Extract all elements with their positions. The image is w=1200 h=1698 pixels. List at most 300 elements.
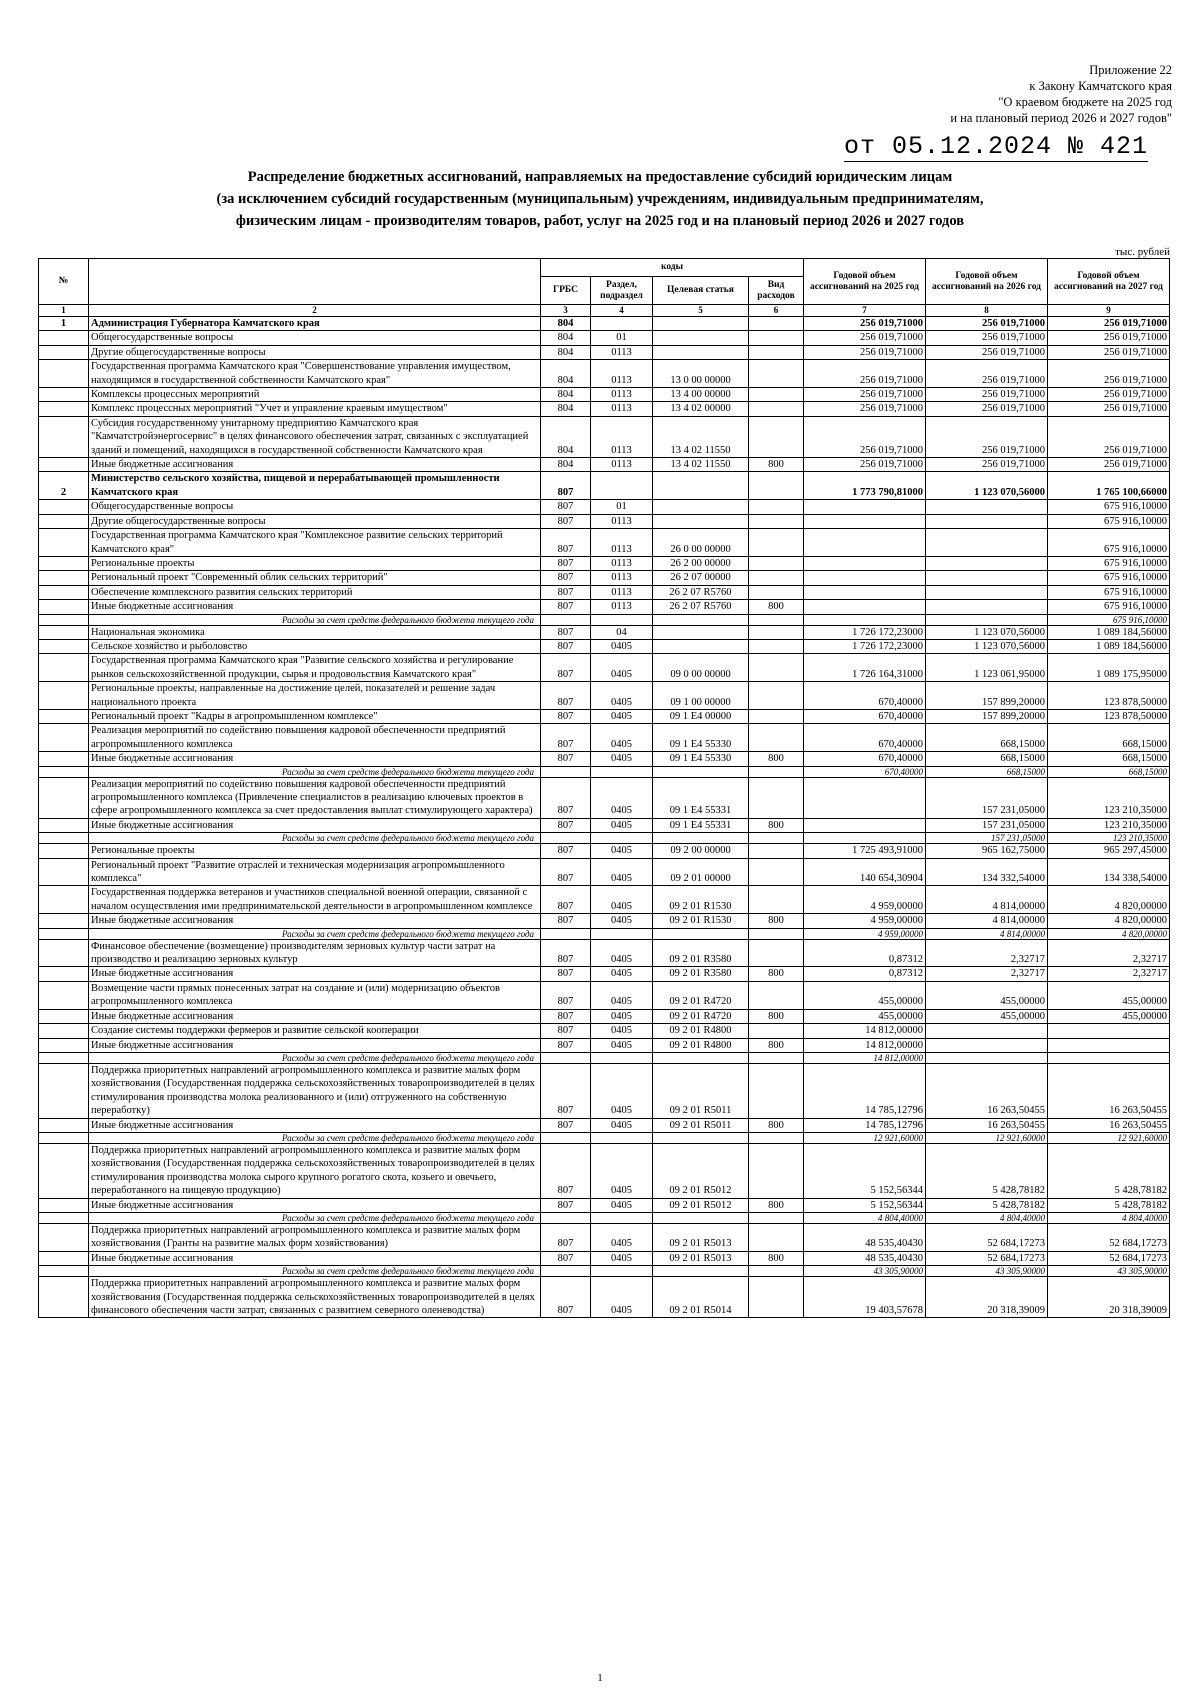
row-value-2027: 965 297,45000 — [1048, 844, 1170, 858]
header-2026: Годовой объем ассигнований на 2026 год — [926, 259, 1048, 305]
row-razdel: 0113 — [591, 458, 653, 472]
row-value-2025: 256 019,71000 — [804, 331, 926, 345]
row-razdel — [591, 1266, 653, 1277]
row-expense-type — [749, 709, 804, 723]
row-number — [39, 654, 89, 682]
row-razdel: 0405 — [591, 1063, 653, 1118]
row-value-2027: 134 338,54000 — [1048, 858, 1170, 886]
row-value-2026: 256 019,71000 — [926, 458, 1048, 472]
row-number — [39, 1251, 89, 1265]
column-number: 4 — [591, 305, 653, 317]
row-value-2027: 20 318,39009 — [1048, 1277, 1170, 1318]
document-title — [100, 166, 1100, 232]
row-value-2025: 1 725 493,91000 — [804, 844, 926, 858]
appendix-header — [712, 62, 1172, 126]
row-grbs: 807 — [541, 1198, 591, 1212]
row-target-article — [653, 1212, 749, 1223]
row-name: Государственная программа Камчатского края "Развитие сельского хозяйства и регулирование рынков сельскохозяйственной продукции, сырья и продовольствия Камчатского края" — [89, 654, 541, 682]
row-grbs: 807 — [541, 472, 591, 500]
table-row — [39, 472, 1170, 500]
row-value-2027: 1 765 100,66000 — [1048, 472, 1170, 500]
row-value-2027: 123 210,35000 — [1048, 777, 1170, 818]
table-row — [39, 939, 1170, 967]
row-number — [39, 1009, 89, 1023]
row-value-2026: 4 804,40000 — [926, 1212, 1048, 1223]
row-value-2026: 1 123 070,56000 — [926, 625, 1048, 639]
row-target-article: 09 2 01 R4720 — [653, 1009, 749, 1023]
federal-funds-row — [39, 766, 1170, 777]
row-grbs: 807 — [541, 1277, 591, 1318]
row-value-2027: 675 916,10000 — [1048, 600, 1170, 614]
table-body — [39, 317, 1170, 1318]
row-value-2025: 12 921,60000 — [804, 1132, 926, 1143]
row-razdel: 0113 — [591, 514, 653, 528]
row-value-2025: 1 726 164,31000 — [804, 654, 926, 682]
row-razdel: 0405 — [591, 886, 653, 914]
row-grbs: 807 — [541, 500, 591, 514]
row-value-2027: 675 916,10000 — [1048, 556, 1170, 570]
table-row — [39, 514, 1170, 528]
row-value-2027: 1 089 184,56000 — [1048, 639, 1170, 653]
row-number — [39, 556, 89, 570]
row-razdel: 0405 — [591, 1198, 653, 1212]
row-razdel: 0405 — [591, 1009, 653, 1023]
row-razdel: 0405 — [591, 777, 653, 818]
row-number — [39, 833, 89, 844]
row-value-2027: 2,32717 — [1048, 939, 1170, 967]
row-target-article: 09 0 00 00000 — [653, 654, 749, 682]
row-value-2027: 4 820,00000 — [1048, 886, 1170, 914]
row-value-2027: 675 916,10000 — [1048, 514, 1170, 528]
row-value-2027: 256 019,71000 — [1048, 345, 1170, 359]
row-grbs — [541, 766, 591, 777]
row-number — [39, 1132, 89, 1143]
table-row — [39, 500, 1170, 514]
row-razdel: 0113 — [591, 345, 653, 359]
row-value-2026: 668,15000 — [926, 724, 1048, 752]
row-value-2025: 256 019,71000 — [804, 388, 926, 402]
row-expense-type: 800 — [749, 1009, 804, 1023]
row-number — [39, 939, 89, 967]
row-razdel: 0405 — [591, 914, 653, 928]
row-value-2025 — [804, 514, 926, 528]
row-value-2026 — [926, 1038, 1048, 1052]
row-expense-type — [749, 585, 804, 599]
row-name: Сельское хозяйство и рыболовство — [89, 639, 541, 653]
row-value-2025: 670,40000 — [804, 752, 926, 766]
row-value-2026: 455,00000 — [926, 981, 1048, 1009]
row-value-2027: 2,32717 — [1048, 967, 1170, 981]
row-grbs: 807 — [541, 682, 591, 710]
row-target-article: 09 1 E4 55331 — [653, 777, 749, 818]
row-value-2026 — [926, 529, 1048, 557]
row-target-article: 09 2 01 R1530 — [653, 914, 749, 928]
row-value-2027: 5 428,78182 — [1048, 1198, 1170, 1212]
row-razdel — [591, 1212, 653, 1223]
header-codes: коды — [541, 259, 804, 277]
row-number — [39, 818, 89, 832]
table-row — [39, 458, 1170, 472]
row-expense-type — [749, 402, 804, 416]
row-value-2027: 4 804,40000 — [1048, 1212, 1170, 1223]
row-name: Финансовое обеспечение (возмещение) производителям зерновых культур части затрат на производство и реализацию зерновых культур — [89, 939, 541, 967]
row-expense-type — [749, 981, 804, 1009]
row-name: Реализация мероприятий по содействию повышения кадровой обеспеченности предприятий агропромышленного комплекса — [89, 724, 541, 752]
row-value-2025: 1 773 790,81000 — [804, 472, 926, 500]
row-expense-type — [749, 331, 804, 345]
column-number: 2 — [89, 305, 541, 317]
row-target-article — [653, 345, 749, 359]
row-target-article — [653, 514, 749, 528]
row-number — [39, 345, 89, 359]
row-target-article: 13 4 00 00000 — [653, 388, 749, 402]
row-razdel: 0405 — [591, 1223, 653, 1251]
row-razdel: 0113 — [591, 388, 653, 402]
row-razdel — [591, 317, 653, 331]
row-value-2025: 670,40000 — [804, 766, 926, 777]
row-target-article: 09 1 E4 55331 — [653, 818, 749, 832]
row-name: Иные бюджетные ассигнования — [89, 1198, 541, 1212]
row-razdel — [591, 1132, 653, 1143]
table-row — [39, 1277, 1170, 1318]
row-expense-type — [749, 317, 804, 331]
row-value-2027: 123 210,35000 — [1048, 818, 1170, 832]
federal-funds-row — [39, 1132, 1170, 1143]
row-expense-type — [749, 1223, 804, 1251]
row-name: Расходы за счет средств федерального бюджета текущего года — [89, 1052, 541, 1063]
row-value-2027: 256 019,71000 — [1048, 388, 1170, 402]
row-target-article: 09 2 01 R3580 — [653, 939, 749, 967]
row-target-article: 09 1 00 00000 — [653, 682, 749, 710]
row-grbs: 807 — [541, 1024, 591, 1038]
row-razdel: 0405 — [591, 981, 653, 1009]
row-razdel: 0405 — [591, 939, 653, 967]
row-target-article: 13 4 02 00000 — [653, 402, 749, 416]
row-number — [39, 529, 89, 557]
row-value-2026: 157 231,05000 — [926, 833, 1048, 844]
federal-funds-row — [39, 833, 1170, 844]
row-name: Комплексы процессных мероприятий — [89, 388, 541, 402]
row-grbs: 807 — [541, 1118, 591, 1132]
row-number — [39, 1212, 89, 1223]
row-number — [39, 402, 89, 416]
row-value-2025: 256 019,71000 — [804, 402, 926, 416]
row-value-2026: 157 899,20000 — [926, 709, 1048, 723]
row-razdel: 0405 — [591, 1143, 653, 1198]
row-value-2027 — [1048, 1038, 1170, 1052]
row-razdel: 04 — [591, 625, 653, 639]
title-line: Распределение бюджетных ассигнований, направляемых на предоставление субсидий юридическим лицам — [247, 169, 953, 185]
row-expense-type — [749, 1063, 804, 1118]
column-number: 5 — [653, 305, 749, 317]
column-number: 1 — [39, 305, 89, 317]
title-line: физическим лицам - производителям товаров, работ, услуг на 2025 год и на плановый период 2026 и 2027 годов — [235, 213, 965, 229]
row-grbs — [541, 1266, 591, 1277]
row-number — [39, 752, 89, 766]
row-target-article: 09 2 01 R3580 — [653, 967, 749, 981]
row-expense-type — [749, 654, 804, 682]
row-grbs: 804 — [541, 317, 591, 331]
row-value-2027: 123 210,35000 — [1048, 833, 1170, 844]
row-value-2026: 4 814,00000 — [926, 928, 1048, 939]
row-value-2026: 256 019,71000 — [926, 345, 1048, 359]
row-razdel: 0405 — [591, 1024, 653, 1038]
row-grbs: 807 — [541, 724, 591, 752]
row-value-2026: 1 123 070,56000 — [926, 472, 1048, 500]
row-value-2027: 1 089 184,56000 — [1048, 625, 1170, 639]
table-row — [39, 818, 1170, 832]
row-value-2025: 14 812,00000 — [804, 1024, 926, 1038]
row-target-article: 13 4 02 11550 — [653, 416, 749, 457]
column-number: 9 — [1048, 305, 1170, 317]
row-razdel: 0113 — [591, 571, 653, 585]
table-row — [39, 625, 1170, 639]
row-number — [39, 514, 89, 528]
row-target-article: 09 1 E4 55330 — [653, 724, 749, 752]
row-value-2027: 4 820,00000 — [1048, 914, 1170, 928]
row-target-article — [653, 1052, 749, 1063]
row-grbs: 807 — [541, 1251, 591, 1265]
row-expense-type: 800 — [749, 914, 804, 928]
header-name — [89, 259, 541, 305]
row-value-2027: 668,15000 — [1048, 766, 1170, 777]
row-expense-type — [749, 500, 804, 514]
header-razdel: Раздел, подраздел — [591, 277, 653, 305]
row-value-2027: 16 263,50455 — [1048, 1063, 1170, 1118]
row-value-2025: 670,40000 — [804, 724, 926, 752]
row-value-2026: 2,32717 — [926, 967, 1048, 981]
row-target-article — [653, 625, 749, 639]
row-razdel: 01 — [591, 331, 653, 345]
row-grbs: 807 — [541, 939, 591, 967]
table-row — [39, 402, 1170, 416]
row-value-2026: 16 263,50455 — [926, 1063, 1048, 1118]
row-expense-type — [749, 766, 804, 777]
row-value-2025: 670,40000 — [804, 682, 926, 710]
row-grbs: 807 — [541, 752, 591, 766]
table-row — [39, 345, 1170, 359]
row-expense-type — [749, 571, 804, 585]
row-value-2027: 52 684,17273 — [1048, 1223, 1170, 1251]
row-grbs: 807 — [541, 818, 591, 832]
row-value-2025: 1 726 172,23000 — [804, 625, 926, 639]
row-target-article — [653, 472, 749, 500]
units-label: тыс. рублей — [1115, 246, 1170, 258]
table-row — [39, 1118, 1170, 1132]
header-no: № — [39, 259, 89, 305]
row-value-2027: 256 019,71000 — [1048, 360, 1170, 388]
table-row — [39, 1063, 1170, 1118]
row-value-2027: 4 820,00000 — [1048, 928, 1170, 939]
row-razdel — [591, 1052, 653, 1063]
row-name: Создание системы поддержки фермеров и развитие сельской кооперации — [89, 1024, 541, 1038]
row-number — [39, 777, 89, 818]
row-value-2027: 256 019,71000 — [1048, 416, 1170, 457]
table-row — [39, 1251, 1170, 1265]
row-razdel: 0405 — [591, 858, 653, 886]
row-name: Поддержка приоритетных направлений агропромышленного комплекса и развитие малых форм хозяйствования (Государственная поддержка сельскохозяйственных товаропроизводителей в целях финансового обеспечения части затрат, связанных с развитием северного оленеводства) — [89, 1277, 541, 1318]
row-expense-type — [749, 886, 804, 914]
row-target-article — [653, 928, 749, 939]
row-value-2025: 455,00000 — [804, 981, 926, 1009]
row-target-article — [653, 833, 749, 844]
table-row — [39, 585, 1170, 599]
row-name: Министерство сельского хозяйства, пищевой и перерабатывающей промышленности Камчатского края — [89, 472, 541, 500]
row-razdel: 0113 — [591, 600, 653, 614]
row-grbs — [541, 1132, 591, 1143]
row-value-2026: 1 123 070,56000 — [926, 639, 1048, 653]
row-razdel: 0405 — [591, 1038, 653, 1052]
row-grbs: 807 — [541, 981, 591, 1009]
row-value-2025: 19 403,57678 — [804, 1277, 926, 1318]
row-target-article: 09 2 01 R5013 — [653, 1251, 749, 1265]
row-razdel: 0405 — [591, 654, 653, 682]
row-grbs: 807 — [541, 1223, 591, 1251]
row-expense-type — [749, 345, 804, 359]
row-number — [39, 766, 89, 777]
row-value-2026: 1 123 061,95000 — [926, 654, 1048, 682]
table-row — [39, 331, 1170, 345]
row-name: Расходы за счет средств федерального бюджета текущего года — [89, 1266, 541, 1277]
row-number — [39, 709, 89, 723]
table-row — [39, 1009, 1170, 1023]
row-razdel: 0113 — [591, 529, 653, 557]
row-target-article: 09 2 01 00000 — [653, 858, 749, 886]
row-grbs: 807 — [541, 914, 591, 928]
row-name: Иные бюджетные ассигнования — [89, 818, 541, 832]
row-grbs: 804 — [541, 402, 591, 416]
row-expense-type — [749, 833, 804, 844]
row-grbs — [541, 928, 591, 939]
table-row — [39, 914, 1170, 928]
row-name: Возмещение части прямых понесенных затрат на создание и (или) модернизацию объектов агропромышленного комплекса — [89, 981, 541, 1009]
header-2025: Годовой объем ассигнований на 2025 год — [804, 259, 926, 305]
row-value-2026: 5 428,78182 — [926, 1143, 1048, 1198]
row-value-2025: 14 812,00000 — [804, 1038, 926, 1052]
row-target-article: 13 4 02 11550 — [653, 458, 749, 472]
row-name: Комплекс процессных мероприятий "Учет и управление краевым имуществом" — [89, 402, 541, 416]
row-target-article: 09 2 00 00000 — [653, 844, 749, 858]
row-number — [39, 331, 89, 345]
row-target-article: 09 2 01 R5013 — [653, 1223, 749, 1251]
row-number — [39, 360, 89, 388]
row-value-2025: 43 305,90000 — [804, 1266, 926, 1277]
row-number — [39, 914, 89, 928]
row-value-2026: 12 921,60000 — [926, 1132, 1048, 1143]
row-value-2027: 668,15000 — [1048, 752, 1170, 766]
row-number — [39, 858, 89, 886]
row-name: Другие общегосударственные вопросы — [89, 514, 541, 528]
row-grbs: 804 — [541, 360, 591, 388]
row-expense-type — [749, 625, 804, 639]
row-grbs: 804 — [541, 331, 591, 345]
row-name: Поддержка приоритетных направлений агропромышленного комплекса и развитие малых форм хозяйствования (Государственная поддержка сельскохозяйственных товаропроизводителей в целях стимулирования производства молока реализованного и (или) отгруженного на собственную переработку) — [89, 1063, 541, 1118]
row-razdel: 0405 — [591, 724, 653, 752]
column-number: 6 — [749, 305, 804, 317]
row-value-2026: 668,15000 — [926, 752, 1048, 766]
row-grbs: 807 — [541, 844, 591, 858]
row-number — [39, 1143, 89, 1198]
table-row — [39, 639, 1170, 653]
row-expense-type — [749, 858, 804, 886]
row-value-2025: 48 535,40430 — [804, 1223, 926, 1251]
row-grbs: 807 — [541, 709, 591, 723]
row-value-2027: 455,00000 — [1048, 1009, 1170, 1023]
row-razdel: 0113 — [591, 416, 653, 457]
row-grbs: 807 — [541, 654, 591, 682]
row-value-2027: 256 019,71000 — [1048, 402, 1170, 416]
row-target-article: 09 1 E4 00000 — [653, 709, 749, 723]
row-number — [39, 1118, 89, 1132]
row-razdel: 0113 — [591, 556, 653, 570]
row-value-2025: 5 152,56344 — [804, 1143, 926, 1198]
row-expense-type: 800 — [749, 818, 804, 832]
appropriations-table — [38, 258, 1170, 1318]
row-razdel: 0405 — [591, 639, 653, 653]
row-name: Расходы за счет средств федерального бюджета текущего года — [89, 1132, 541, 1143]
row-number — [39, 571, 89, 585]
row-value-2025: 5 152,56344 — [804, 1198, 926, 1212]
appendix-line: и на плановый период 2026 и 2027 годов" — [950, 111, 1172, 125]
row-expense-type — [749, 939, 804, 967]
row-grbs: 807 — [541, 967, 591, 981]
table-row — [39, 654, 1170, 682]
column-number: 7 — [804, 305, 926, 317]
row-grbs: 804 — [541, 458, 591, 472]
column-number: 8 — [926, 305, 1048, 317]
row-value-2027: 675 916,10000 — [1048, 614, 1170, 625]
row-number — [39, 416, 89, 457]
row-name: Иные бюджетные ассигнования — [89, 1118, 541, 1132]
row-number — [39, 1063, 89, 1118]
row-razdel: 0113 — [591, 402, 653, 416]
row-target-article — [653, 500, 749, 514]
row-name: Расходы за счет средств федерального бюджета текущего года — [89, 833, 541, 844]
row-value-2026 — [926, 514, 1048, 528]
row-expense-type — [749, 1052, 804, 1063]
row-value-2027: 675 916,10000 — [1048, 529, 1170, 557]
row-number — [39, 724, 89, 752]
column-number: 3 — [541, 305, 591, 317]
row-value-2026: 256 019,71000 — [926, 331, 1048, 345]
row-value-2026: 668,15000 — [926, 766, 1048, 777]
row-value-2026: 43 305,90000 — [926, 1266, 1048, 1277]
row-value-2027: 12 921,60000 — [1048, 1132, 1170, 1143]
row-number: 1 — [39, 317, 89, 331]
row-name: Расходы за счет средств федерального бюджета текущего года — [89, 928, 541, 939]
row-expense-type: 800 — [749, 1251, 804, 1265]
row-name: Другие общегосударственные вопросы — [89, 345, 541, 359]
row-name: Региональный проект "Развитие отраслей и техническая модернизация агропромышленного комплекса" — [89, 858, 541, 886]
row-value-2025: 0,87312 — [804, 967, 926, 981]
row-name: Общегосударственные вопросы — [89, 331, 541, 345]
row-name: Иные бюджетные ассигнования — [89, 1009, 541, 1023]
table-row — [39, 1198, 1170, 1212]
row-value-2027: 675 916,10000 — [1048, 500, 1170, 514]
row-value-2027 — [1048, 1024, 1170, 1038]
row-value-2026: 256 019,71000 — [926, 360, 1048, 388]
row-value-2025 — [804, 585, 926, 599]
row-value-2026: 157 231,05000 — [926, 777, 1048, 818]
row-grbs: 807 — [541, 529, 591, 557]
row-value-2025: 455,00000 — [804, 1009, 926, 1023]
row-value-2025 — [804, 777, 926, 818]
row-value-2026 — [926, 614, 1048, 625]
table-row — [39, 844, 1170, 858]
row-target-article: 09 2 01 R5014 — [653, 1277, 749, 1318]
row-value-2026: 20 318,39009 — [926, 1277, 1048, 1318]
row-value-2025 — [804, 833, 926, 844]
